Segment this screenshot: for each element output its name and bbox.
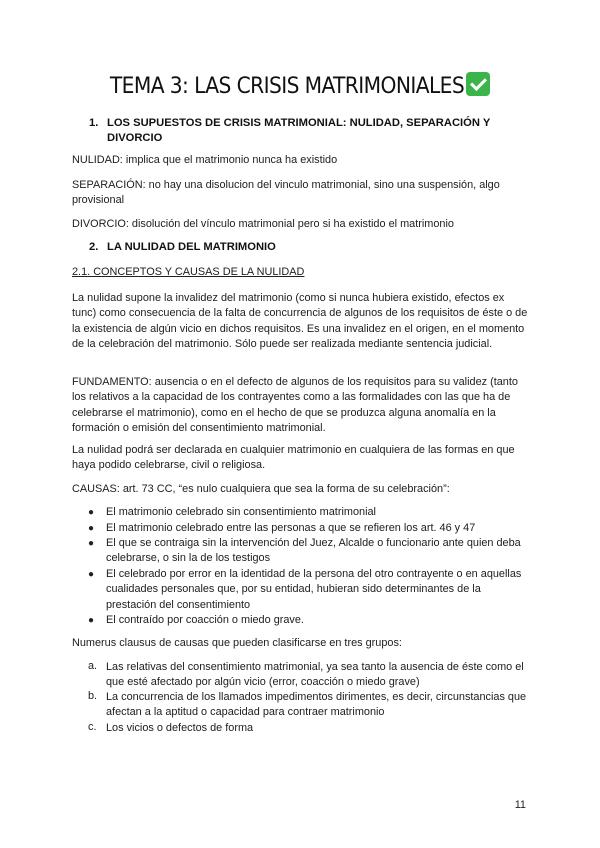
page-number: 11 — [514, 799, 526, 811]
section-2-heading-text: LA NULIDAD DEL MATRIMONIO — [107, 241, 276, 253]
causas-paragraph: CAUSAS: art. 73 CC, “es nulo cualquiera que sea la forma de su celebración”: — [72, 483, 450, 495]
list-item: El matrimonio celebrado sin consentimiento matrimonial — [106, 506, 376, 518]
numerus-paragraph: Numerus clausus de causas que pueden clasificarse en tres grupos: — [72, 637, 402, 649]
list-item: Los vicios o defectos de forma — [106, 722, 254, 734]
section-2-heading — [89, 240, 276, 255]
page-title-text: TEMA 3: LAS CRISIS MATRIMONIALES — [109, 73, 465, 99]
fundamento-paragraph: FUNDAMENTO: ausencia o en el defecto de algunos de los requisitos para su validez (tanto los relativos a la capacidad de los contrayentes como a las formalidades con las que ha de celebrarse el matrimonio), como en el hecho de que se produzca alguna anomalía en la formación o emisión del consentimiento matrimonial. — [72, 376, 518, 435]
check-mark-button-icon — [466, 72, 490, 96]
section-1-heading — [89, 116, 527, 146]
section-1-heading-line2: DIVORCIO — [107, 132, 163, 144]
bullet-icon: ● — [88, 569, 95, 580]
divorcio-definition: DIVORCIO: disolución del vínculo matrimonial pero si ha existido el matrimonio — [72, 218, 454, 230]
page-title — [0, 72, 600, 99]
subsection-2-1-heading: 2.1. CONCEPTOS Y CAUSAS DE LA NULIDAD — [72, 266, 305, 278]
bullet-icon: ● — [88, 523, 95, 534]
list-item: Las relativas del consentimiento matrimonial, ya sea tanto la ausencia de éste como el que esté afectado por algún vicio (error, coacción o miedo grave) — [106, 661, 524, 689]
section-1-number: 1. — [89, 117, 99, 129]
bullet-icon: ● — [88, 538, 95, 549]
separacion-definition: SEPARACIÓN: no hay una disolucion del vinculo matrimonial, sino una suspensión, algo provisional — [72, 179, 500, 207]
list-marker: a. — [88, 660, 98, 672]
section-1-heading-line1: LOS SUPUESTOS DE CRISIS MATRIMONIAL: NULIDAD, SEPARACIÓN Y — [107, 117, 491, 129]
list-item: El contraído por coacción o miedo grave. — [106, 614, 304, 626]
list-item: El matrimonio celebrado entre las personas a que se refieren los art. 46 y 47 — [106, 522, 476, 534]
section-2-number: 2. — [89, 241, 99, 253]
list-marker: b. — [88, 690, 98, 702]
declarada-paragraph: La nulidad podrá ser declarada en cualquier matrimonio en cualquiera de las formas en que haya podido celebrarse, civil o religiosa. — [72, 444, 515, 472]
list-item: La concurrencia de los llamados impedimentos dirimentes, es decir, circunstancias que afectan a la aptitud o capacidad para contraer matrimonio — [106, 691, 527, 719]
list-item: El celebrado por error en la identidad de la persona del otro contrayente o en aquellas cualidades personales que, por su entidad, hubieran sido determinantes de la prestación del consentimiento — [106, 568, 522, 611]
bullet-icon: ● — [88, 615, 95, 626]
list-marker: c. — [88, 721, 97, 733]
nulidad-definition: NULIDAD: implica que el matrimonio nunca ha existido — [72, 154, 338, 166]
nulidad-paragraph: La nulidad supone la invalidez del matrimonio (como si nunca hubiera existido, efectos ex tunc) como consecuencia de la falta de concurrencia de algunos de los requisitos de éste o de la existencia de algún vicio en dichos requisitos. Es una invalidez en el origen, en el momento de la celebración del matrimonio. Sólo puede ser realizada mediante sentencia judicial. — [72, 292, 528, 351]
list-item: El que se contraiga sin la intervención del Juez, Alcalde o funcionario ante quien deba celebrarse, o sin la de los testigos — [106, 537, 521, 565]
bullet-icon: ● — [88, 507, 95, 518]
